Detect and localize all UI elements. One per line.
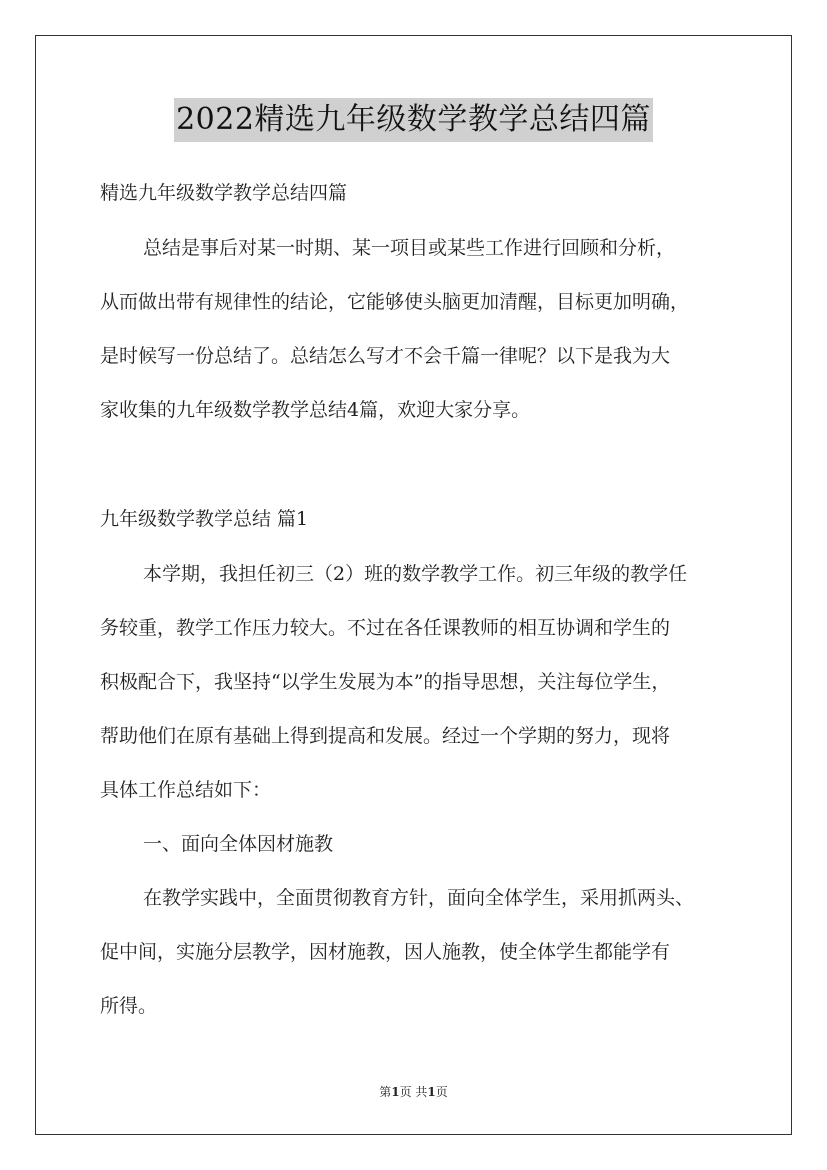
practice-line-2: 促中间，实施分层教学，因材施教，因人施教，使全体学生都能学有 bbox=[100, 941, 671, 963]
body-line-1: 本学期，我担任初三（2）班的数学教学工作。初三年级的教学任 bbox=[143, 563, 688, 585]
intro-line-2: 从而做出带有规律性的结论，它能够使头脑更加清醒，目标更加明确， bbox=[100, 291, 690, 313]
footer-suffix: 页 bbox=[435, 1085, 448, 1099]
intro-line-3: 是时候写一份总结了。总结怎么写才不会千篇一律呢？以下是我为大 bbox=[100, 345, 671, 367]
practice-line-1: 在教学实践中，全面贯彻教育方针，面向全体学生，采用抓两头、 bbox=[143, 887, 695, 909]
footer-prefix: 第 bbox=[379, 1085, 392, 1099]
subheading: 一、面向全体因材施教 bbox=[143, 833, 334, 855]
title-container bbox=[0, 98, 827, 142]
intro-line-1: 总结是事后对某一时期、某一项目或某些工作进行回顾和分析， bbox=[143, 237, 676, 259]
body-line-3: 积极配合下，我坚持“以学生发展为本”的指导思想，关注每位学生， bbox=[100, 671, 671, 693]
footer-total-pages: 1 bbox=[427, 1085, 436, 1099]
body-line-4: 帮助他们在原有基础上得到提高和发展。经过一个学期的努力，现将 bbox=[100, 725, 671, 747]
intro-line-4: 家收集的九年级数学教学总结4篇，欢迎大家分享。 bbox=[100, 399, 531, 421]
section-heading: 九年级数学教学总结 篇1 bbox=[100, 508, 309, 530]
document-subtitle: 精选九年级数学教学总结四篇 bbox=[100, 182, 348, 204]
page-footer bbox=[0, 1084, 827, 1100]
footer-mid: 页 共 bbox=[399, 1085, 428, 1099]
practice-line-3: 所得。 bbox=[100, 995, 158, 1017]
body-line-5: 具体工作总结如下： bbox=[100, 779, 272, 801]
body-line-2: 务较重，教学工作压力较大。不过在各任课教师的相互协调和学生的 bbox=[100, 617, 671, 639]
footer-current-page: 1 bbox=[391, 1085, 400, 1099]
document-title: 2022精选九年级数学教学总结四篇 bbox=[174, 98, 653, 142]
